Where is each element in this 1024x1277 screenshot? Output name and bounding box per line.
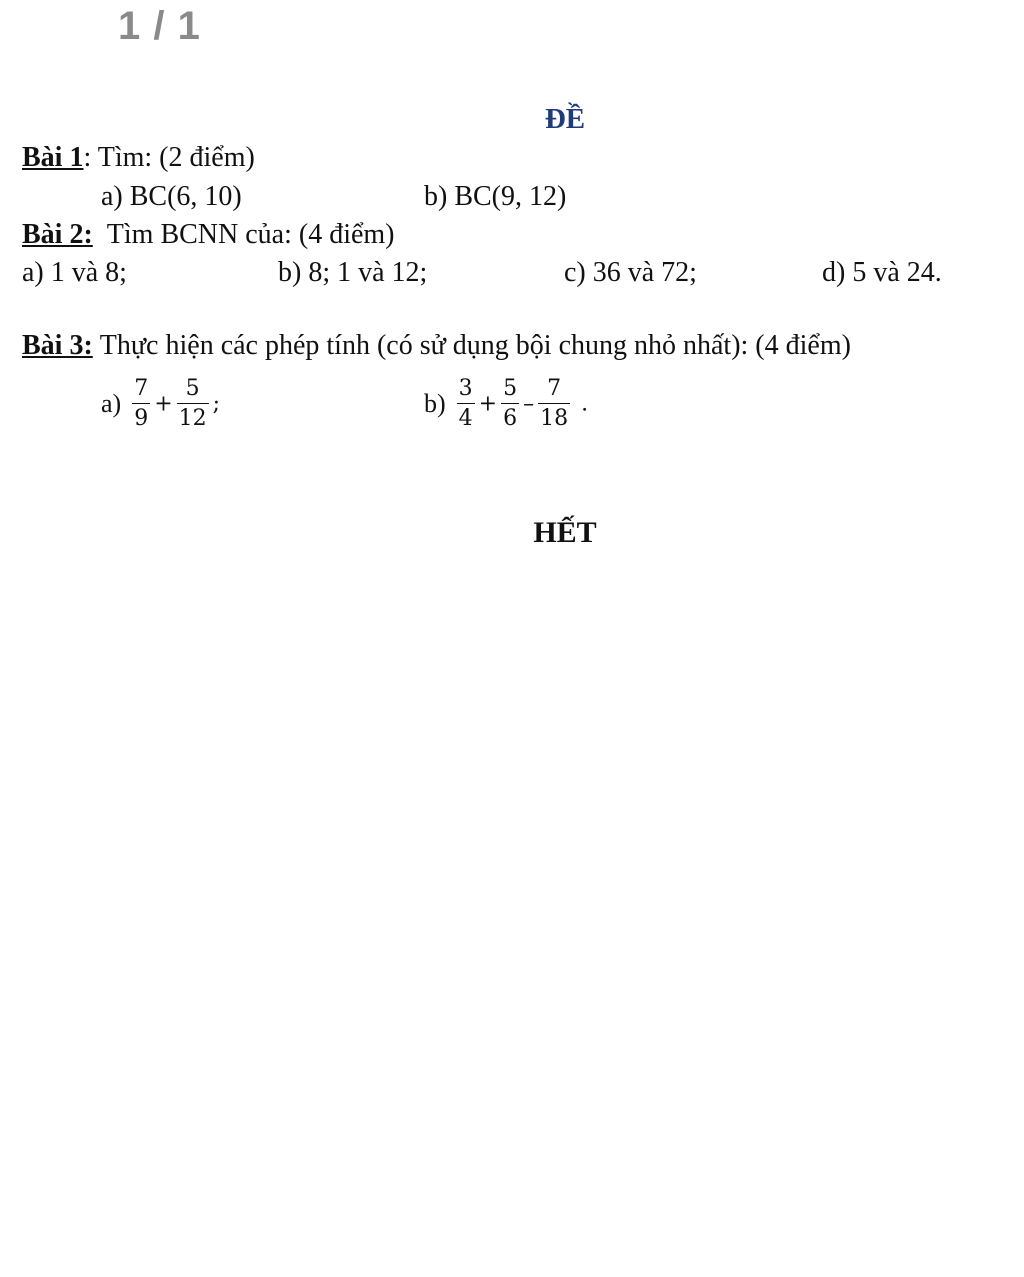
- fraction: [177, 376, 209, 432]
- denominator: 18: [540, 406, 569, 432]
- fraction: [538, 376, 570, 432]
- denominator: 12: [178, 406, 207, 432]
- bai2-item-a: a) 1 và 8;: [22, 257, 127, 288]
- bai2-heading: [22, 219, 395, 251]
- bai3-a-prefix: a): [101, 388, 122, 418]
- bai2-label: Bài 2:: [22, 219, 93, 250]
- denominator: 6: [503, 406, 518, 432]
- bai3-label: Bài 3:: [22, 330, 93, 361]
- bai2-text: Tìm BCNN của: (4 điểm): [106, 219, 395, 250]
- document-title: ĐỀ: [544, 103, 586, 135]
- bai3-heading: [22, 330, 851, 362]
- minus-operator: –: [523, 391, 535, 417]
- bai3-expression-a: [101, 376, 220, 432]
- fraction: [501, 376, 519, 432]
- bai2-item-d: d) 5 và 24.: [822, 257, 942, 288]
- bai3-b-prefix: b): [424, 388, 446, 418]
- numerator: 5: [185, 376, 200, 401]
- bai3-text: Thực hiện các phép tính (có sử dụng bội chung nhỏ nhất): (4 điểm): [99, 330, 851, 361]
- period: .: [581, 391, 589, 417]
- bai1-heading: [22, 142, 255, 174]
- bai2-item-b: b) 8; 1 và 12;: [278, 257, 428, 288]
- plus-operator: +: [478, 391, 498, 417]
- bai1-item-b: b) BC(9, 12): [424, 181, 567, 212]
- numerator: 5: [503, 376, 518, 401]
- numerator: 7: [547, 376, 562, 401]
- bai2-item-c: c) 36 và 72;: [564, 257, 697, 288]
- denominator: 4: [458, 406, 473, 432]
- bai3-expression-b: [424, 376, 588, 432]
- fraction: [132, 376, 150, 432]
- bai1-label: Bài 1: [22, 142, 84, 173]
- end-marker: HẾT: [533, 516, 597, 549]
- numerator: 3: [458, 376, 473, 401]
- denominator: 9: [134, 406, 149, 432]
- semicolon: ;: [212, 391, 221, 417]
- numerator: 7: [134, 376, 149, 401]
- plus-operator: +: [154, 391, 173, 417]
- bai1-item-a: a) BC(6, 10): [101, 181, 242, 212]
- page-indicator: 1 / 1: [118, 4, 201, 48]
- fraction: [457, 376, 475, 432]
- bai1-text: : Tìm: (2 điểm): [83, 142, 255, 173]
